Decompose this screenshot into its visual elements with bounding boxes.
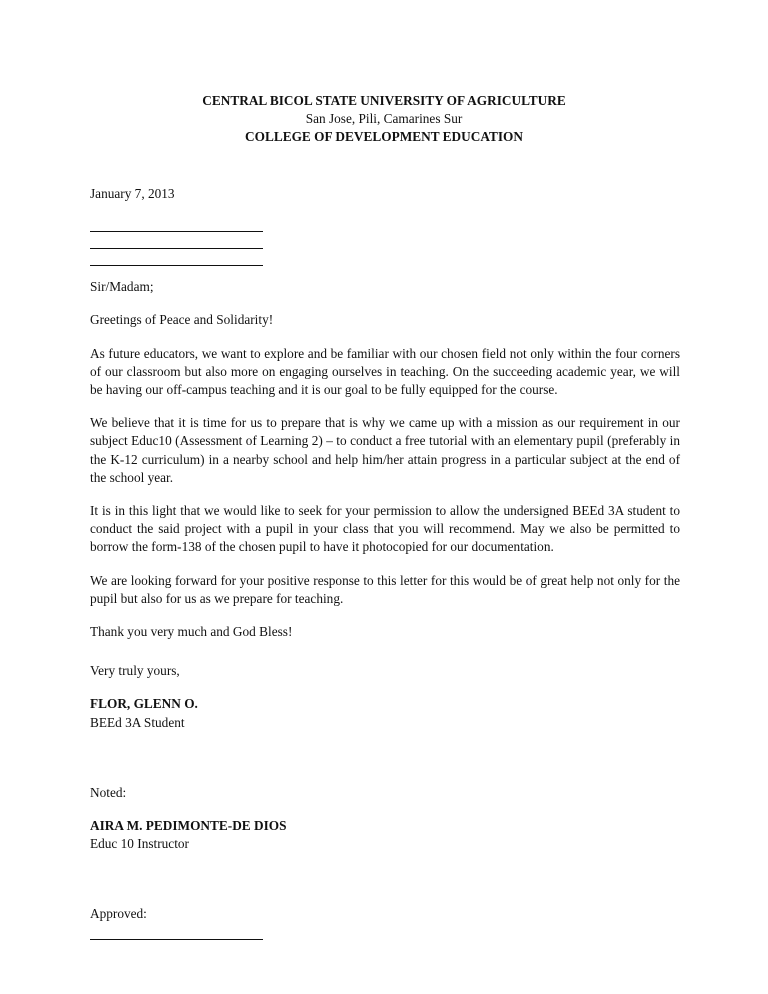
letter-body xyxy=(90,185,680,940)
approved-label: Approved: xyxy=(90,906,147,922)
noted-label: Noted: xyxy=(90,784,127,800)
thanks-line: Thank you very much and God Bless! xyxy=(90,624,293,640)
body-paragraph: It is in this light that we would like to seek for your permission to allow the undersigned BEEd 3A student to conduct the said project with a pupil in your class that you will recommend. May we also be permitted to borrow the form-138 of the chosen pupil to have it photocopied for our documentation. xyxy=(90,503,680,555)
body-paragraph: We believe that it is time for us to prepare that is why we came up with a mission as our requirement in our subject Educ10 (Assessment of Learning 2) – to conduct a free tutorial with an elementary pupil (preferably in the K-12 curriculum) in a nearby school and help him/her attain progress in a particular subject at the end of the school year. xyxy=(90,415,680,485)
approval-signature-line xyxy=(90,938,263,940)
greeting: Greetings of Peace and Solidarity! xyxy=(90,312,274,328)
letter-date: January 7, 2013 xyxy=(90,186,175,201)
university-address: San Jose, Pili, Camarines Sur xyxy=(305,111,463,126)
sender-name: FLOR, GLENN O. xyxy=(90,696,198,712)
recipient-blank-line xyxy=(90,232,263,249)
sender-title: BEEd 3A Student xyxy=(90,714,185,730)
closing: Very truly yours, xyxy=(90,663,180,679)
university-name: CENTRAL BICOL STATE UNIVERSITY OF AGRICULTURE xyxy=(202,93,566,108)
recipient-blanks xyxy=(90,218,680,266)
salutation: Sir/Madam; xyxy=(90,279,154,295)
body-paragraph: We are looking forward for your positive response to this letter for this would be of great help not only for the pupil but also for us as we prepare for teaching. xyxy=(90,572,680,606)
letterhead xyxy=(0,92,768,146)
noter-name: AIRA M. PEDIMONTE-DE DIOS xyxy=(90,818,287,834)
body-paragraph: As future educators, we want to explore and be familiar with our chosen field not only within the four corners of our classroom but also more on engaging ourselves in teaching. On the succeeding academic year, we will be having our off-campus teaching and it is our goal to be fully equipped for the course. xyxy=(90,345,680,398)
college-name: COLLEGE OF DEVELOPMENT EDUCATION xyxy=(245,129,523,144)
noter-title: Educ 10 Instructor xyxy=(90,836,189,852)
recipient-blank-line xyxy=(90,249,263,266)
recipient-blank-line xyxy=(90,218,263,232)
